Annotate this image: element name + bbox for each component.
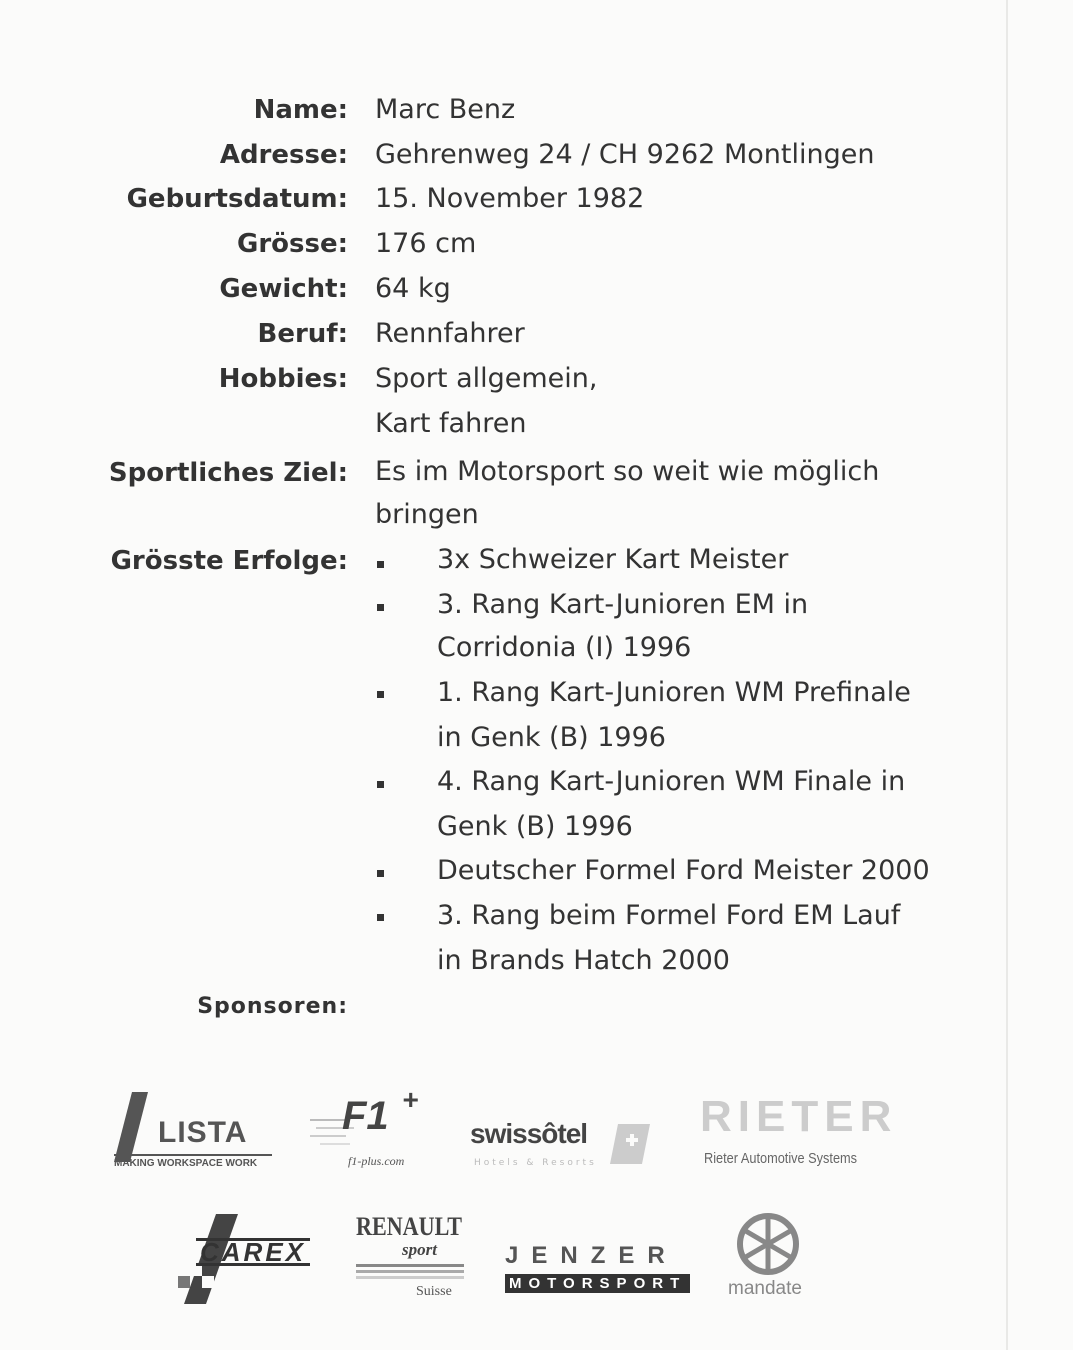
mandate-wordmark: mandate <box>728 1278 802 1299</box>
swissotel-subtitle: Hotels & Resorts <box>474 1158 597 1168</box>
value-height: 176 cm <box>375 228 477 259</box>
value-name: Marc Benz <box>375 94 516 125</box>
achievement-bullet <box>377 870 384 877</box>
logo-carex <box>176 1214 336 1304</box>
achievement-item-3-line2: in Genk (B) 1996 <box>437 722 666 753</box>
achievement-item-6-line1: 3. Rang beim Formel Ford EM Lauf <box>437 900 901 931</box>
label-sponsors: Sponsoren: <box>197 994 348 1019</box>
mandate-wheel-icon <box>736 1212 800 1276</box>
f1-wordmark: F1 <box>342 1094 389 1138</box>
jenzer-motorsport-bar: MOTORSPORT <box>505 1274 690 1293</box>
swissotel-wordmark: swissôtel <box>470 1118 588 1149</box>
carex-wordmark: CAREX <box>196 1238 310 1266</box>
lista-tagline: MAKING WORKSPACE WORK <box>114 1154 272 1169</box>
f1-url: f1-plus.com <box>348 1154 405 1168</box>
achievement-item-4-line2: Genk (B) 1996 <box>437 811 633 842</box>
value-birthdate: 15. November 1982 <box>375 183 645 214</box>
logo-mandate <box>726 1212 816 1304</box>
logo-rieter <box>700 1092 898 1172</box>
value-hobbies-line2: Kart fahren <box>375 408 527 439</box>
achievement-bullet <box>377 781 384 788</box>
achievement-bullet <box>377 914 384 921</box>
logo-jenzer-motorsport <box>505 1242 695 1302</box>
achievement-item-6-line2: in Brands Hatch 2000 <box>437 945 730 976</box>
value-weight: 64 kg <box>375 273 451 304</box>
renault-wordmark: RENAULT <box>356 1212 463 1241</box>
label-name: Name: <box>253 95 348 125</box>
value-goal-line2: bringen <box>375 499 479 530</box>
value-address: Gehrenweg 24 / CH 9262 Montlingen <box>375 139 875 170</box>
achievement-item-2-line2: Corridonia (I) 1996 <box>437 632 692 663</box>
lista-wordmark: LISTA <box>158 1116 248 1149</box>
renault-sport-word: sport <box>402 1240 437 1259</box>
label-hobbies: Hobbies: <box>218 364 348 394</box>
label-height: Grösse: <box>236 229 348 259</box>
jenzer-wordmark: JENZER <box>505 1242 678 1269</box>
renault-country: Suisse <box>416 1284 452 1299</box>
achievement-item-1: 3x Schweizer Kart Meister <box>437 544 789 575</box>
value-profession: Rennfahrer <box>375 318 525 349</box>
achievement-bullet <box>377 691 384 698</box>
achievement-item-2-line1: 3. Rang Kart-Junioren EM in <box>437 589 809 620</box>
label-profession: Beruf: <box>257 319 348 349</box>
label-goal: Sportliches Ziel: <box>108 458 348 488</box>
achievement-item-4-line1: 4. Rang Kart-Junioren WM Finale in <box>437 766 906 797</box>
scan-edge-line <box>1006 0 1008 1350</box>
achievement-bullet <box>377 604 384 611</box>
logo-f1plus <box>310 1084 440 1172</box>
label-birthdate: Geburtsdatum: <box>126 184 348 214</box>
rieter-subtitle: Rieter Automotive Systems <box>704 1150 858 1167</box>
logo-swissotel <box>470 1118 655 1174</box>
label-weight: Gewicht: <box>219 274 348 304</box>
value-hobbies-line1: Sport allgemein, <box>375 363 598 394</box>
achievement-item-3-line1: 1. Rang Kart-Junioren WM Prefinale <box>437 677 911 708</box>
achievement-item-5: Deutscher Formel Ford Meister 2000 <box>437 855 930 886</box>
renault-stripes-icon <box>356 1264 464 1282</box>
achievement-bullet <box>377 561 384 568</box>
logo-renault-sport <box>356 1212 476 1306</box>
f1-plus-mark: + <box>402 1084 419 1115</box>
logo-lista <box>114 1092 274 1172</box>
label-achievements: Grösste Erfolge: <box>110 546 348 576</box>
label-address: Adresse: <box>219 140 348 170</box>
swiss-cross-icon <box>610 1124 650 1164</box>
value-goal-line1: Es im Motorsport so weit wie möglich <box>375 456 880 487</box>
rieter-wordmark: RIETER <box>700 1092 898 1141</box>
